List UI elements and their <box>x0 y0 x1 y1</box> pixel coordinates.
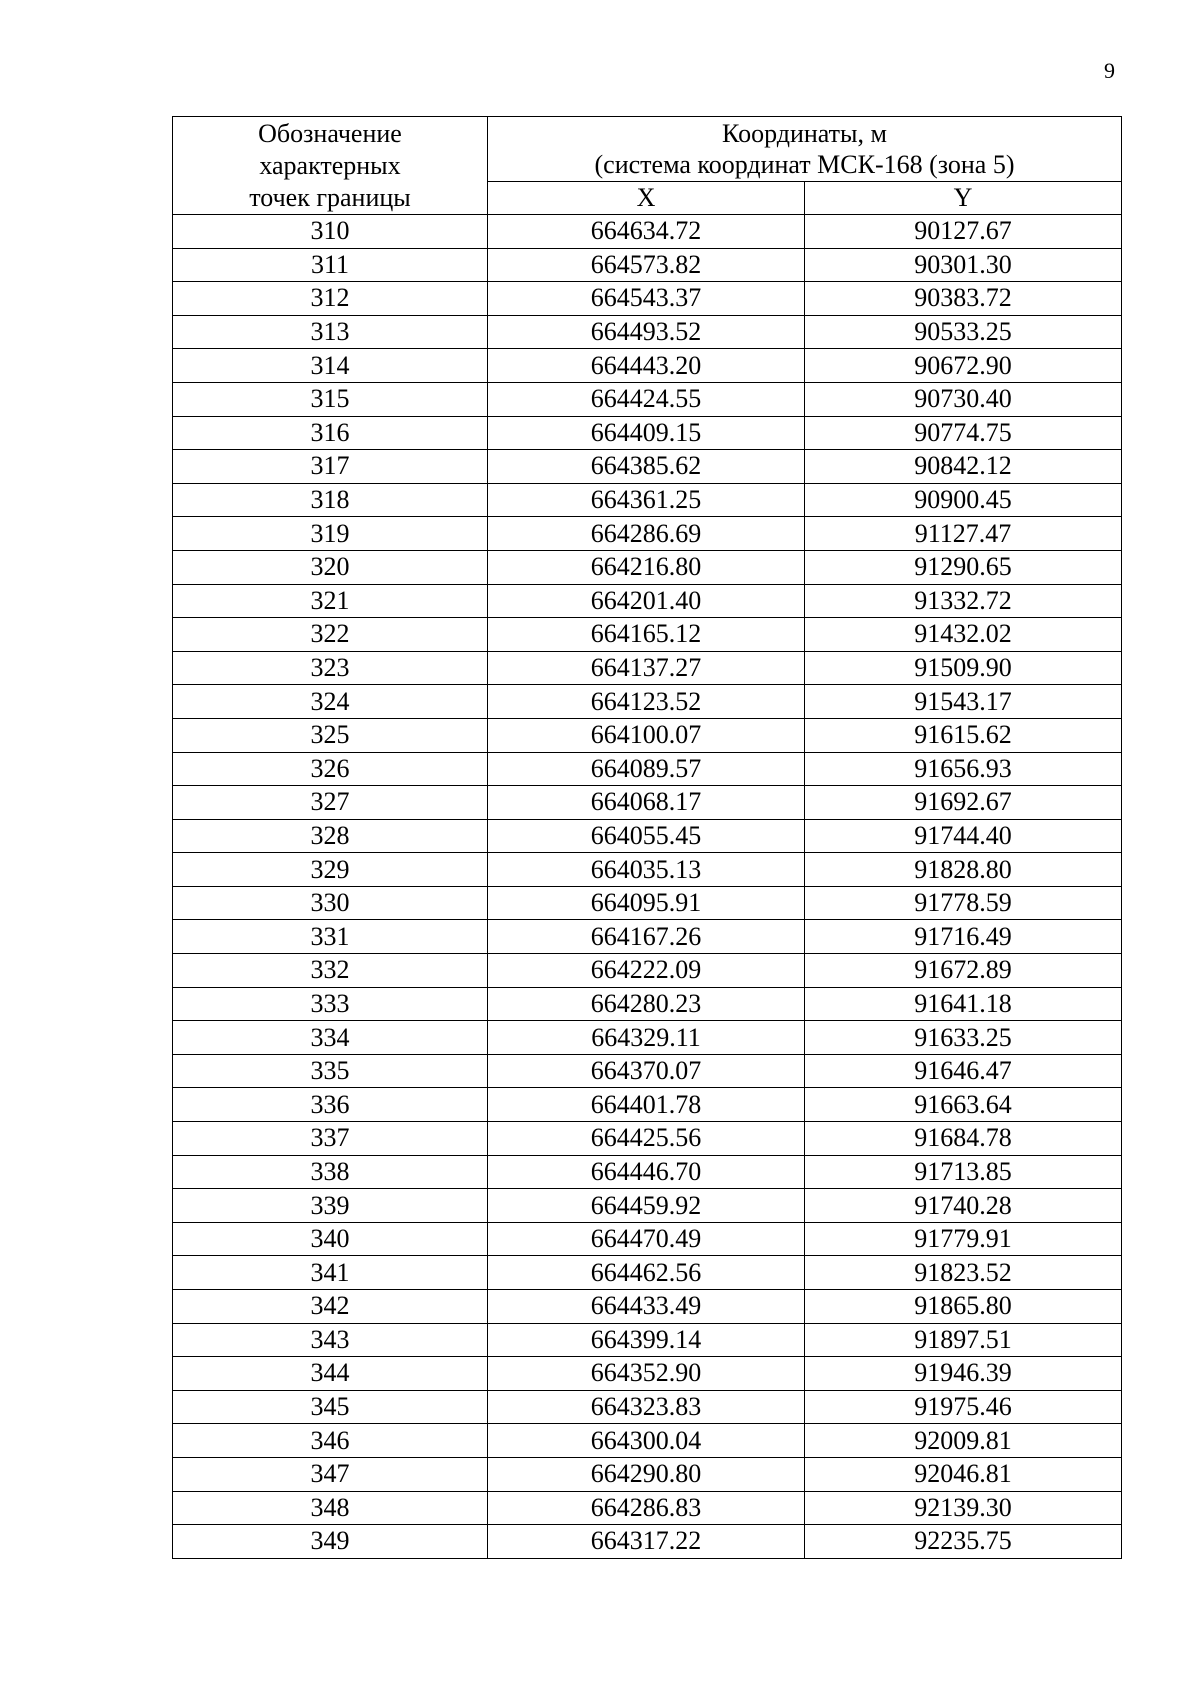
y-coordinate-cell: 91672.89 <box>805 954 1122 988</box>
y-coordinate-cell: 91290.65 <box>805 550 1122 584</box>
table-row <box>173 1256 1122 1290</box>
table-row <box>173 315 1122 349</box>
point-header-line-2: характерных <box>259 150 401 180</box>
x-coordinate-cell: 664352.90 <box>488 1357 805 1391</box>
table-row <box>173 1021 1122 1055</box>
y-coordinate-cell: 91432.02 <box>805 618 1122 652</box>
y-coordinate-cell: 91615.62 <box>805 718 1122 752</box>
table-row <box>173 685 1122 719</box>
point-number-cell: 342 <box>173 1290 488 1324</box>
x-coordinate-cell: 664443.20 <box>488 349 805 383</box>
x-coordinate-cell: 664323.83 <box>488 1390 805 1424</box>
x-coordinate-cell: 664095.91 <box>488 886 805 920</box>
y-coordinate-cell: 91778.59 <box>805 886 1122 920</box>
point-number-cell: 322 <box>173 618 488 652</box>
x-coordinate-cell: 664401.78 <box>488 1088 805 1122</box>
point-number-cell: 315 <box>173 382 488 416</box>
x-coordinate-cell: 664035.13 <box>488 853 805 887</box>
table-row <box>173 1424 1122 1458</box>
point-number-cell: 320 <box>173 550 488 584</box>
y-coordinate-cell: 91641.18 <box>805 987 1122 1021</box>
point-number-cell: 349 <box>173 1525 488 1559</box>
table-row <box>173 349 1122 383</box>
x-coordinate-cell: 664201.40 <box>488 584 805 618</box>
y-column-header: Y <box>805 182 1122 215</box>
point-number-cell: 329 <box>173 853 488 887</box>
table-row <box>173 416 1122 450</box>
table-row <box>173 1222 1122 1256</box>
coordinates-table <box>172 116 1122 1559</box>
y-coordinate-cell: 91740.28 <box>805 1189 1122 1223</box>
y-coordinate-cell: 91975.46 <box>805 1390 1122 1424</box>
point-number-cell: 344 <box>173 1357 488 1391</box>
point-number-cell: 326 <box>173 752 488 786</box>
x-coordinate-cell: 664385.62 <box>488 450 805 484</box>
x-coordinate-cell: 664216.80 <box>488 550 805 584</box>
x-coordinate-cell: 664089.57 <box>488 752 805 786</box>
table-row <box>173 1491 1122 1525</box>
coordinates-header-line-2: (система координат МСК-168 (зона 5) <box>594 150 1015 179</box>
y-coordinate-cell: 90900.45 <box>805 483 1122 517</box>
point-number-cell: 331 <box>173 920 488 954</box>
table-row <box>173 1457 1122 1491</box>
table-row <box>173 618 1122 652</box>
x-coordinate-cell: 664286.69 <box>488 517 805 551</box>
table-row <box>173 282 1122 316</box>
x-coordinate-cell: 664123.52 <box>488 685 805 719</box>
x-coordinate-cell: 664470.49 <box>488 1222 805 1256</box>
y-coordinate-cell: 91656.93 <box>805 752 1122 786</box>
x-coordinate-cell: 664300.04 <box>488 1424 805 1458</box>
x-coordinate-cell: 664446.70 <box>488 1155 805 1189</box>
point-designation-header <box>173 117 488 215</box>
x-coordinate-cell: 664425.56 <box>488 1122 805 1156</box>
y-coordinate-cell: 91779.91 <box>805 1222 1122 1256</box>
y-coordinate-cell: 90730.40 <box>805 382 1122 416</box>
x-coordinate-cell: 664433.49 <box>488 1290 805 1324</box>
table-row <box>173 215 1122 249</box>
x-coordinate-cell: 664424.55 <box>488 382 805 416</box>
x-coordinate-cell: 664068.17 <box>488 786 805 820</box>
table-row <box>173 920 1122 954</box>
y-coordinate-cell: 91663.64 <box>805 1088 1122 1122</box>
table-row <box>173 819 1122 853</box>
y-coordinate-cell: 91127.47 <box>805 517 1122 551</box>
point-number-cell: 336 <box>173 1088 488 1122</box>
x-coordinate-cell: 664286.83 <box>488 1491 805 1525</box>
y-coordinate-cell: 90842.12 <box>805 450 1122 484</box>
y-coordinate-cell: 92046.81 <box>805 1457 1122 1491</box>
table-row <box>173 1088 1122 1122</box>
y-coordinate-cell: 91332.72 <box>805 584 1122 618</box>
table-row <box>173 954 1122 988</box>
point-number-cell: 321 <box>173 584 488 618</box>
x-coordinate-cell: 664165.12 <box>488 618 805 652</box>
x-coordinate-cell: 664399.14 <box>488 1323 805 1357</box>
x-coordinate-cell: 664493.52 <box>488 315 805 349</box>
point-header-line-1: Обозначение <box>258 118 402 148</box>
point-number-cell: 341 <box>173 1256 488 1290</box>
table-row <box>173 1323 1122 1357</box>
y-coordinate-cell: 91946.39 <box>805 1357 1122 1391</box>
point-number-cell: 337 <box>173 1122 488 1156</box>
y-coordinate-cell: 91684.78 <box>805 1122 1122 1156</box>
table-row <box>173 1390 1122 1424</box>
x-coordinate-cell: 664409.15 <box>488 416 805 450</box>
y-coordinate-cell: 90383.72 <box>805 282 1122 316</box>
point-number-cell: 339 <box>173 1189 488 1223</box>
x-coordinate-cell: 664167.26 <box>488 920 805 954</box>
x-coordinate-cell: 664317.22 <box>488 1525 805 1559</box>
table-row <box>173 1357 1122 1391</box>
point-number-cell: 343 <box>173 1323 488 1357</box>
table-row <box>173 1525 1122 1559</box>
x-coordinate-cell: 664543.37 <box>488 282 805 316</box>
point-number-cell: 327 <box>173 786 488 820</box>
x-coordinate-cell: 664361.25 <box>488 483 805 517</box>
x-coordinate-cell: 664222.09 <box>488 954 805 988</box>
y-coordinate-cell: 92009.81 <box>805 1424 1122 1458</box>
table-row <box>173 752 1122 786</box>
table-header <box>173 117 1122 215</box>
x-coordinate-cell: 664459.92 <box>488 1189 805 1223</box>
point-number-cell: 323 <box>173 651 488 685</box>
table-body <box>173 215 1122 1559</box>
y-coordinate-cell: 91823.52 <box>805 1256 1122 1290</box>
point-number-cell: 333 <box>173 987 488 1021</box>
table-row <box>173 550 1122 584</box>
x-coordinate-cell: 664462.56 <box>488 1256 805 1290</box>
point-number-cell: 347 <box>173 1457 488 1491</box>
x-coordinate-cell: 664055.45 <box>488 819 805 853</box>
point-number-cell: 313 <box>173 315 488 349</box>
point-number-cell: 338 <box>173 1155 488 1189</box>
table-row <box>173 886 1122 920</box>
coordinates-header <box>488 117 1122 182</box>
x-coordinate-cell: 664634.72 <box>488 215 805 249</box>
table-row <box>173 483 1122 517</box>
table-row <box>173 1054 1122 1088</box>
table-row <box>173 1290 1122 1324</box>
point-number-cell: 317 <box>173 450 488 484</box>
table-row <box>173 853 1122 887</box>
y-coordinate-cell: 90774.75 <box>805 416 1122 450</box>
point-number-cell: 330 <box>173 886 488 920</box>
table-row <box>173 450 1122 484</box>
table-row <box>173 382 1122 416</box>
point-number-cell: 334 <box>173 1021 488 1055</box>
point-number-cell: 310 <box>173 215 488 249</box>
y-coordinate-cell: 91509.90 <box>805 651 1122 685</box>
x-coordinate-cell: 664329.11 <box>488 1021 805 1055</box>
coordinates-header-line-1: Координаты, м <box>722 119 887 148</box>
point-number-cell: 314 <box>173 349 488 383</box>
table-row <box>173 517 1122 551</box>
y-coordinate-cell: 91716.49 <box>805 920 1122 954</box>
point-number-cell: 345 <box>173 1390 488 1424</box>
point-number-cell: 335 <box>173 1054 488 1088</box>
table-row <box>173 987 1122 1021</box>
y-coordinate-cell: 91713.85 <box>805 1155 1122 1189</box>
y-coordinate-cell: 91897.51 <box>805 1323 1122 1357</box>
table-row <box>173 786 1122 820</box>
y-coordinate-cell: 91646.47 <box>805 1054 1122 1088</box>
table-row <box>173 248 1122 282</box>
y-coordinate-cell: 91543.17 <box>805 685 1122 719</box>
point-number-cell: 311 <box>173 248 488 282</box>
page-number: 9 <box>1104 58 1115 83</box>
y-coordinate-cell: 91633.25 <box>805 1021 1122 1055</box>
y-coordinate-cell: 92139.30 <box>805 1491 1122 1525</box>
point-number-cell: 312 <box>173 282 488 316</box>
table-row <box>173 1155 1122 1189</box>
point-number-cell: 332 <box>173 954 488 988</box>
y-coordinate-cell: 91744.40 <box>805 819 1122 853</box>
point-number-cell: 318 <box>173 483 488 517</box>
table-row <box>173 1189 1122 1223</box>
y-coordinate-cell: 90127.67 <box>805 215 1122 249</box>
y-coordinate-cell: 91828.80 <box>805 853 1122 887</box>
point-number-cell: 316 <box>173 416 488 450</box>
y-coordinate-cell: 90301.30 <box>805 248 1122 282</box>
point-number-cell: 346 <box>173 1424 488 1458</box>
x-coordinate-cell: 664137.27 <box>488 651 805 685</box>
y-coordinate-cell: 90672.90 <box>805 349 1122 383</box>
x-coordinate-cell: 664290.80 <box>488 1457 805 1491</box>
y-coordinate-cell: 91692.67 <box>805 786 1122 820</box>
y-coordinate-cell: 90533.25 <box>805 315 1122 349</box>
x-column-header: X <box>488 182 805 215</box>
point-number-cell: 325 <box>173 718 488 752</box>
point-number-cell: 319 <box>173 517 488 551</box>
table-row <box>173 651 1122 685</box>
table-row <box>173 584 1122 618</box>
y-coordinate-cell: 92235.75 <box>805 1525 1122 1559</box>
table-row <box>173 1122 1122 1156</box>
point-number-cell: 340 <box>173 1222 488 1256</box>
y-coordinate-cell: 91865.80 <box>805 1290 1122 1324</box>
x-coordinate-cell: 664100.07 <box>488 718 805 752</box>
point-number-cell: 328 <box>173 819 488 853</box>
x-coordinate-cell: 664280.23 <box>488 987 805 1021</box>
point-number-cell: 348 <box>173 1491 488 1525</box>
x-coordinate-cell: 664573.82 <box>488 248 805 282</box>
point-number-cell: 324 <box>173 685 488 719</box>
x-coordinate-cell: 664370.07 <box>488 1054 805 1088</box>
point-header-line-3: точек границы <box>249 182 411 212</box>
table-row <box>173 718 1122 752</box>
